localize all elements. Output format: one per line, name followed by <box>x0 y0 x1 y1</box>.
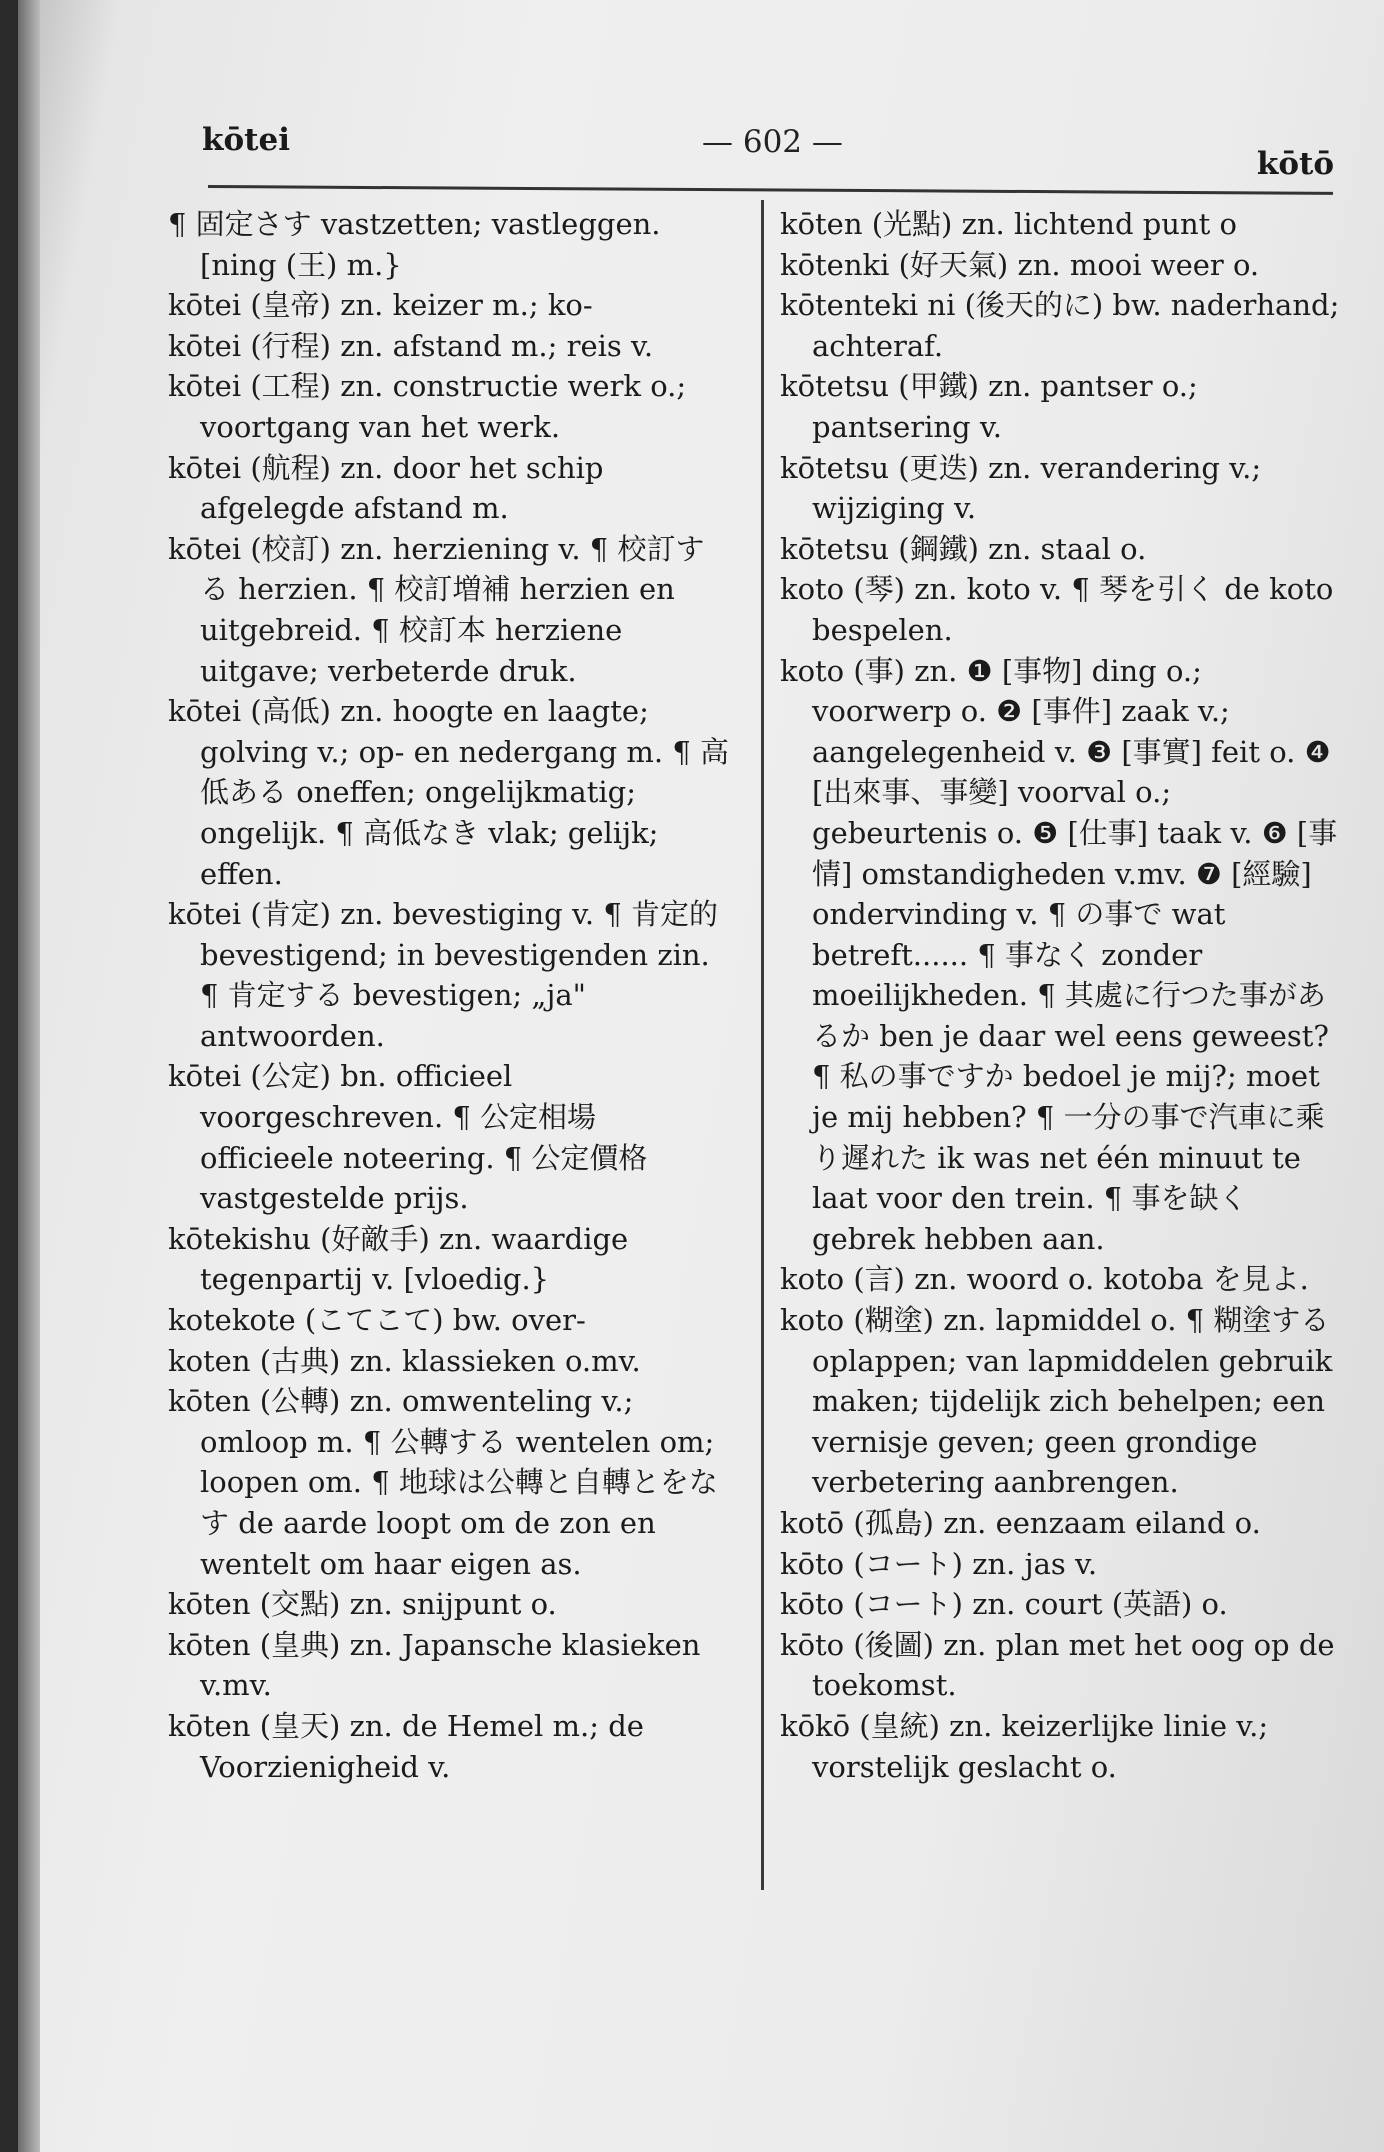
dictionary-entry: kōtei (公定) bn. officieel voorgeschreven. ¶ 公定相場 officieele noteering. ¶ 公定價格 vastgestelde prijs. <box>168 1059 648 1216</box>
dictionary-entry: koto (言) zn. woord o. kotoba を見よ. <box>780 1262 1309 1297</box>
dictionary-entry: kotekote (こてこて) bw. over- <box>168 1303 586 1338</box>
dictionary-entry: kōtei (航程) zn. door het schip afgelegde afstand m. <box>168 450 604 526</box>
dictionary-entry: kōtekishu (好敵手) zn. waardige tegenpartij v. [vloedig.} <box>168 1221 629 1297</box>
dictionary-entry: kōtei (皇帝) zn. keizer m.; ko- <box>168 288 593 323</box>
dictionary-entry: kōten (皇天) zn. de Hemel m.; de Voorzienigheid v. <box>168 1708 644 1784</box>
dictionary-entry: koto (琴) zn. koto v. ¶ 琴を引く de koto bespelen. <box>780 572 1334 647</box>
left-column <box>168 204 733 1787</box>
dictionary-entry: kōtetsu (鋼鐵) zn. staal o. <box>780 531 1147 566</box>
dictionary-entry: ¶ 固定さす vastzetten; vastleggen. [ning (王) m.} <box>168 207 661 282</box>
right-column <box>780 204 1340 1787</box>
dictionary-entry: kōto (コート) zn. jas v. <box>780 1546 1098 1581</box>
dictionary-entry: kōten (光點) zn. lichtend punt o <box>780 207 1237 241</box>
header-rule <box>208 185 1333 195</box>
page-header <box>190 118 1336 182</box>
dictionary-entry: kōtetsu (更迭) zn. verandering v.; wijziging v. <box>780 450 1262 526</box>
dictionary-page <box>18 0 1384 2152</box>
dictionary-entry: kōto (コート) zn. court (英語) o. <box>780 1587 1228 1622</box>
dictionary-entry: koto (事) zn. ❶ [事物] ding o.; voorwerp o. ❷ [事件] zaak v.; aangelegenheid v. ❸ [事實] feit o. ❹ [出來事、事變] voorval o.; gebeurtenis o. ❺ [仕事] taak v. ❻ [事情] omstandigheden v.mv. ❼ [經驗] ondervinding v. ¶ の事で wat betreft...... ¶ 事なく zonder moeilijkheden. ¶ 其處に行つた事があるか ben je daar wel eens geweest? ¶ 私の事ですか bedoel je mij?; moet je mij hebben? ¶ 一分の事で汽車に乘り遲れた ik was net één minuut te laat voor den trein. ¶ 事を缺く gebrek hebben aan. <box>780 653 1338 1256</box>
dictionary-entry: kōtei (校訂) zn. herziening v. ¶ 校訂する herzien. ¶ 校訂増補 herzien en uitgebreid. ¶ 校訂本 herziene uitgave; verbeterde druk. <box>168 531 705 688</box>
dictionary-entry: kōtenki (好天氣) zn. mooi weer o. <box>780 247 1260 282</box>
dictionary-entry: koto (糊塗) zn. lapmiddel o. ¶ 糊塗する oplappen; van lapmiddelen gebruik maken; tijdelijk zich behelpen; een vernisje geven; geen grondige verbetering aanbrengen. <box>780 1303 1333 1500</box>
page-number: — 602 — <box>702 124 843 160</box>
book-gutter <box>18 0 40 2152</box>
dictionary-entry: kōtenteki ni (後天的に) bw. naderhand; achteraf. <box>780 288 1340 363</box>
dictionary-entry: kotō (孤島) zn. eenzaam eiland o. <box>780 1506 1261 1540</box>
dictionary-entry: kōten (交點) zn. snijpunt o. <box>168 1587 557 1622</box>
dictionary-entry: kōtei (行程) zn. afstand m.; reis v. <box>168 328 654 363</box>
dictionary-entry: kōtei (高低) zn. hoogte en laagte; golving v.; op- en nedergang m. ¶ 高低ある oneffen; ongelijkmatig; ongelijk. ¶ 高低なき vlak; gelijk; effen. <box>168 694 730 891</box>
dictionary-entry: kōtei (肯定) zn. bevestiging v. ¶ 肯定的 bevestigend; in bevestigenden zin. ¶ 肯定する bevestigen; „ja" antwoorden. <box>168 897 719 1053</box>
right-running-headword: kōtō <box>1256 146 1334 182</box>
dictionary-entry: kōkō (皇統) zn. keizerlijke linie v.; vorstelijk geslacht o. <box>780 1708 1269 1784</box>
dictionary-entry: kōten (皇典) zn. Japansche klasieken v.mv. <box>168 1627 701 1703</box>
dictionary-entry: kōtei (工程) zn. constructie werk o.; voortgang van het werk. <box>168 369 687 444</box>
dictionary-entry: kōten (公轉) zn. omwenteling v.; omloop m. ¶ 公轉する wentelen om; loopen om. ¶ 地球は公轉と自轉とをなす de aarde loopt om de zon en wentelt om haar eigen as. <box>168 1384 718 1581</box>
dictionary-entry: koten (古典) zn. klassieken o.mv. <box>168 1343 641 1378</box>
dictionary-entry: kōtetsu (甲鐵) zn. pantser o.; pantsering v. <box>780 369 1198 444</box>
dictionary-entry: kōto (後圖) zn. plan met het oog op de toekomst. <box>780 1627 1335 1703</box>
column-divider <box>761 200 764 1890</box>
left-running-headword: kōtei <box>202 122 290 158</box>
